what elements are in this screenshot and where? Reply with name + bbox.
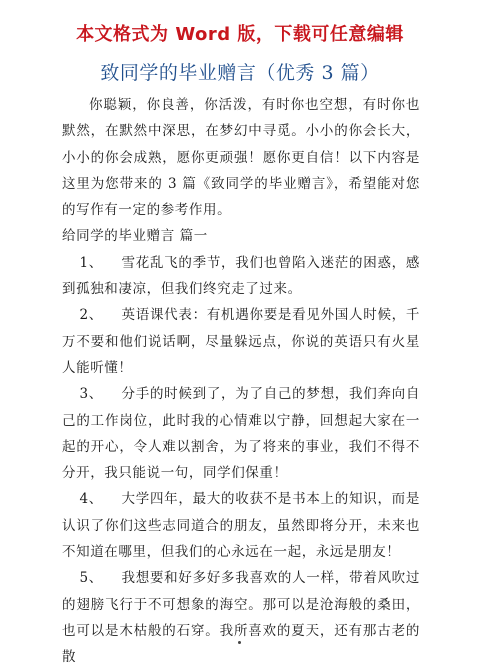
format-banner: 本文格式为 Word 版，下载可任意编辑	[76, 24, 404, 45]
list-item-text: 我想要和好多好多我喜欢的人一样，带着风吹过的翅膀飞行于不可想象的海空。那可以是沧海般的桑田，也可以是木枯般的石穿。我所喜欢的夏天，还有那古老的散	[62, 570, 420, 666]
list-item-number: 5、	[79, 570, 103, 587]
list-item	[62, 565, 420, 670]
list-item-number: 3、	[79, 386, 103, 403]
list-item-text: 大学四年，最大的收获不是书本上的知识，而是认识了你们这些志同道合的朋友，虽然即将分开，未来也不知道在哪里，但我们的心永远在一起，永远是朋友！	[62, 491, 420, 561]
list-item-text: 分手的时候到了，为了自己的梦想，我们奔向自己的工作岗位，此时我的心情难以宁静，回想起大家在一起的开心，令人难以割舍，为了将来的事业，我们不得不分开，我只能说一句，同学们保重！	[62, 386, 420, 482]
section-heading: 给同学的毕业赠言 篇一	[62, 228, 208, 245]
list-item-number: 1、	[79, 254, 103, 271]
document-body	[62, 92, 420, 671]
list-item	[62, 486, 420, 565]
list-item-text: 雪花乱飞的季节，我们也曾陷入迷茫的困惑，感到孤独和凄凉，但我们终究走了过来。	[62, 254, 420, 298]
list-item-number: 4、	[79, 491, 103, 508]
list-item-text: 英语课代表：有机遇你要是看见外国人时候，千万不要和他们说话啊，尽量躲远点，你说的英语只有火星人能听懂！	[62, 307, 420, 376]
list-item-number: 2、	[79, 307, 103, 324]
list-item	[62, 250, 420, 303]
list-item	[62, 302, 420, 381]
page-marker	[238, 641, 241, 644]
intro-paragraph: 你聪颖，你良善，你活泼，有时你也空想，有时你也默然，在默然中深思，在梦幻中寻觅。小小的你会长大，小小的你会成熟，愿你更顽强！愿你更自信！以下内容是这里为您带来的 3 篇《致同学的毕业赠言》，希望能对您的写作有一定的参考作用。	[62, 97, 420, 219]
list-item	[62, 381, 420, 486]
document-title: 致同学的毕业赠言（优秀 3 篇）	[100, 62, 380, 84]
